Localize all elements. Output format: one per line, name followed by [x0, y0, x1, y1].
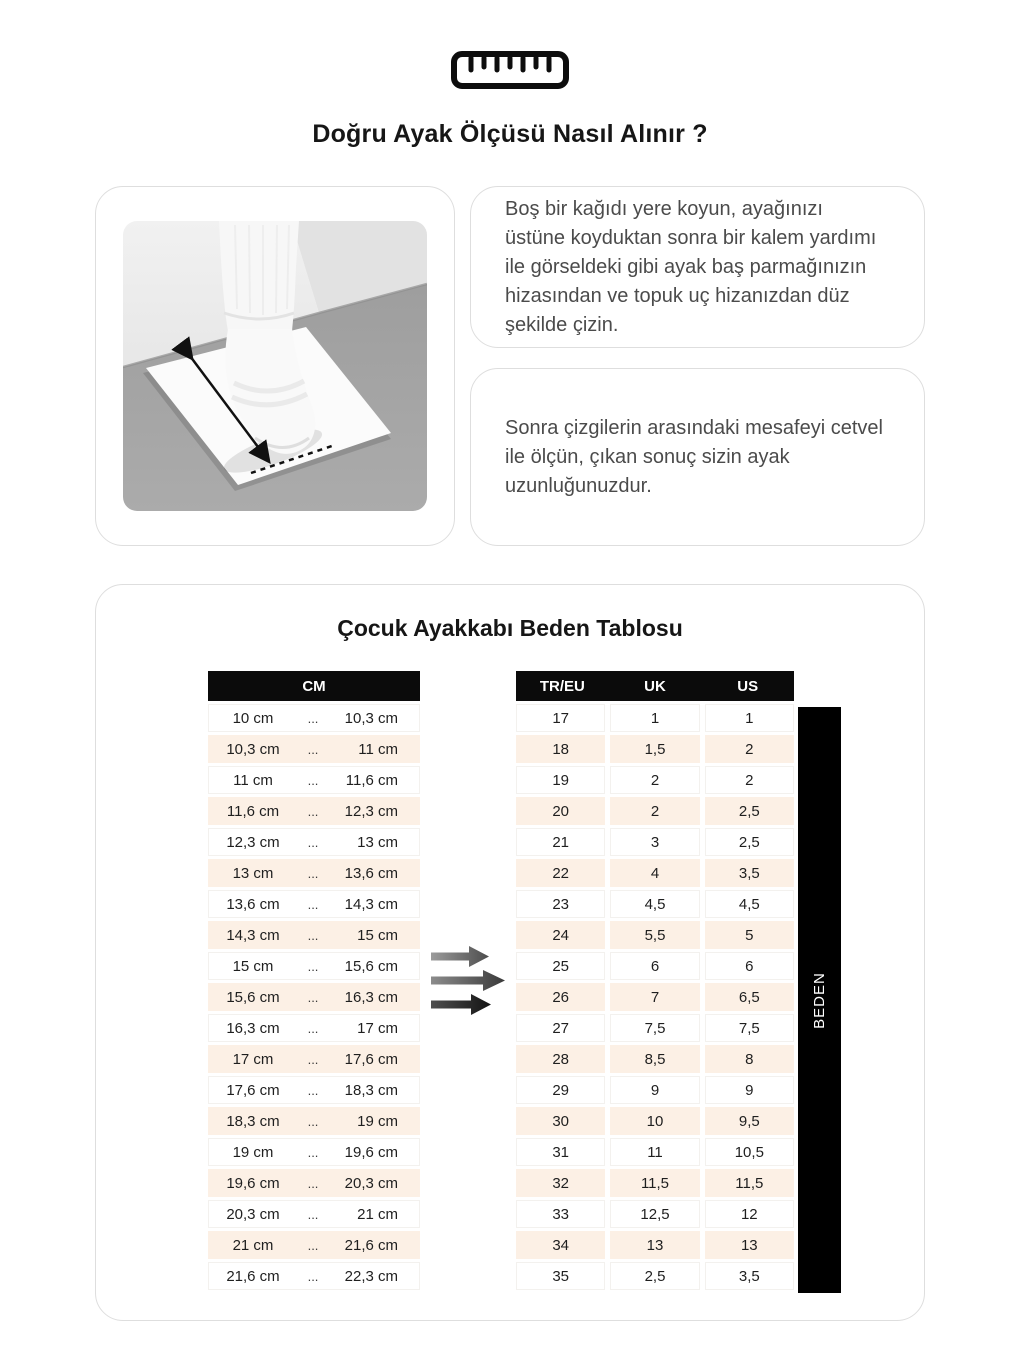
cm-separator-cell: ...	[307, 1206, 319, 1222]
size-table-row	[516, 859, 794, 887]
size-cell: 34	[516, 1231, 605, 1259]
size-cell: 23	[516, 890, 605, 918]
cm-from-cell: 11,6 cm	[226, 802, 280, 820]
cm-from-cell: 18,3 cm	[226, 1112, 280, 1130]
size-cell: 26	[516, 983, 605, 1011]
cm-separator-cell: ...	[307, 958, 319, 974]
cm-to-cell: 11,6 cm	[345, 771, 398, 789]
size-cell: 6,5	[705, 983, 794, 1011]
cm-to-cell: 20,3 cm	[344, 1174, 398, 1192]
cm-table-header	[208, 671, 420, 701]
size-cell: 35	[516, 1262, 605, 1290]
size-cell: 30	[516, 1107, 605, 1135]
size-cell: 21	[516, 828, 605, 856]
cm-table-row	[208, 704, 420, 732]
arrows-gap	[420, 671, 516, 1290]
beden-side-bar	[798, 707, 841, 1293]
cm-separator-cell: ...	[307, 1113, 319, 1129]
size-header-cell: TR/EU	[539, 677, 585, 695]
cm-from-cell: 13 cm	[232, 864, 274, 882]
size-cell: 5,5	[610, 921, 699, 949]
cm-table-row	[208, 735, 420, 763]
cm-table-row	[208, 890, 420, 918]
cm-separator-cell: ...	[307, 772, 319, 788]
size-cell: 2,5	[705, 797, 794, 825]
size-table-row	[516, 1107, 794, 1135]
cm-table-row	[208, 1231, 420, 1259]
size-table-row	[516, 1076, 794, 1104]
size-cell: 17	[516, 704, 605, 732]
size-cell: 18	[516, 735, 605, 763]
cm-separator-cell: ...	[307, 896, 319, 912]
size-cell: 2	[610, 766, 699, 794]
cm-to-cell: 12,3 cm	[344, 802, 398, 820]
cm-separator-cell: ...	[307, 1082, 319, 1098]
cm-table-row	[208, 1107, 420, 1135]
size-table-row	[516, 797, 794, 825]
size-cell: 20	[516, 797, 605, 825]
size-cell: 7	[610, 983, 699, 1011]
ruler-icon	[450, 50, 570, 90]
cm-to-cell: 22,3 cm	[344, 1267, 398, 1285]
size-table-row	[516, 890, 794, 918]
cm-to-cell: 19,6 cm	[344, 1143, 398, 1161]
size-table-row	[516, 1138, 794, 1166]
size-cell: 19	[516, 766, 605, 794]
page-title: Doğru Ayak Ölçüsü Nasıl Alınır ?	[312, 120, 708, 148]
cm-table-row	[208, 983, 420, 1011]
size-cell: 28	[516, 1045, 605, 1073]
cm-separator-cell: ...	[307, 803, 319, 819]
size-cell: 22	[516, 859, 605, 887]
cm-separator-cell: ...	[307, 1175, 319, 1191]
cm-table-row	[208, 1200, 420, 1228]
size-cell: 2,5	[610, 1262, 699, 1290]
size-cell: 3,5	[705, 1262, 794, 1290]
cm-separator-cell: ...	[307, 741, 319, 757]
size-cell: 8	[705, 1045, 794, 1073]
cm-table	[208, 671, 420, 1290]
size-table-row	[516, 1262, 794, 1290]
size-table-row	[516, 1169, 794, 1197]
size-cell: 3	[610, 828, 699, 856]
size-cell: 11	[610, 1138, 699, 1166]
cm-separator-cell: ...	[307, 1144, 319, 1160]
cm-table-row	[208, 1076, 420, 1104]
size-cell: 8,5	[610, 1045, 699, 1073]
size-cell: 4,5	[610, 890, 699, 918]
cm-separator-cell: ...	[307, 989, 319, 1005]
size-cell: 2	[705, 766, 794, 794]
size-cell: 7,5	[610, 1014, 699, 1042]
size-cell: 13	[610, 1231, 699, 1259]
cm-separator-cell: ...	[307, 834, 319, 850]
size-cell: 13	[705, 1231, 794, 1259]
size-table-header	[516, 671, 794, 701]
instruction-card-1	[470, 186, 925, 348]
cm-to-cell: 13,6 cm	[344, 864, 398, 882]
size-table-row	[516, 1045, 794, 1073]
instruction-step1-text: Boş bir kağıdı yere koyun, ayağınızı üstüne koyduktan sonra bir kalem yardımı ile görseldeki gibi ayak baş parmağınızın hizasından ve topuk uç hizanızdan düz şekilde çizin.	[505, 197, 877, 336]
size-table-row	[516, 735, 794, 763]
instruction-section	[95, 186, 925, 546]
size-table-row	[516, 766, 794, 794]
size-cell: 33	[516, 1200, 605, 1228]
cm-from-cell: 10 cm	[232, 709, 274, 727]
cm-to-cell: 21 cm	[357, 1205, 398, 1223]
cm-from-cell: 19 cm	[232, 1143, 274, 1161]
cm-from-cell: 17 cm	[232, 1050, 274, 1068]
size-cell: 10,5	[705, 1138, 794, 1166]
size-cell: 1	[705, 704, 794, 732]
cm-to-cell: 17 cm	[357, 1019, 398, 1037]
size-table-title: Çocuk Ayakkabı Beden Tablosu	[337, 615, 683, 641]
cm-from-cell: 20,3 cm	[226, 1205, 280, 1223]
cm-to-cell: 18,3 cm	[344, 1081, 398, 1099]
size-table-row	[516, 1200, 794, 1228]
size-cell: 9,5	[705, 1107, 794, 1135]
cm-from-cell: 10,3 cm	[226, 740, 280, 758]
cm-table-row	[208, 766, 420, 794]
cm-separator-cell: ...	[307, 865, 319, 881]
size-cell: 11,5	[610, 1169, 699, 1197]
cm-to-cell: 19 cm	[357, 1112, 398, 1130]
size-cell: 4	[610, 859, 699, 887]
size-table-row	[516, 1014, 794, 1042]
cm-from-cell: 12,3 cm	[226, 833, 280, 851]
size-cell: 3,5	[705, 859, 794, 887]
cm-table-row	[208, 1262, 420, 1290]
instruction-card-2	[470, 368, 925, 546]
size-cell: 6	[610, 952, 699, 980]
size-table	[516, 671, 794, 1290]
size-cell: 29	[516, 1076, 605, 1104]
size-cell: 1,5	[610, 735, 699, 763]
size-header-cell: US	[737, 677, 759, 695]
size-cell: 5	[705, 921, 794, 949]
size-cell: 9	[610, 1076, 699, 1104]
foot-photo-card	[95, 186, 455, 546]
cm-from-cell: 13,6 cm	[226, 895, 280, 913]
cm-to-cell: 15,6 cm	[344, 957, 398, 975]
size-cell: 12,5	[610, 1200, 699, 1228]
cm-table-row	[208, 797, 420, 825]
cm-to-cell: 14,3 cm	[344, 895, 398, 913]
ruler-icon-wrap	[0, 0, 1020, 90]
instruction-text-column	[470, 186, 925, 546]
cm-to-cell: 17,6 cm	[344, 1050, 398, 1068]
cm-from-cell: 14,3 cm	[226, 926, 280, 944]
cm-table-row	[208, 921, 420, 949]
cm-to-cell: 11 cm	[358, 740, 398, 758]
instruction-step2-text: Sonra çizgilerin arasındaki mesafeyi cetvel ile ölçün, çıkan sonuç sizin ayak uzunluğunuzdur.	[505, 416, 883, 497]
cm-separator-cell: ...	[307, 1020, 319, 1036]
cm-table-row	[208, 952, 420, 980]
cm-separator-cell: ...	[307, 710, 319, 726]
size-cell: 2	[610, 797, 699, 825]
size-cell: 27	[516, 1014, 605, 1042]
cm-header-label: CM	[302, 677, 326, 695]
cm-separator-cell: ...	[307, 927, 319, 943]
cm-table-row	[208, 1169, 420, 1197]
size-cell: 32	[516, 1169, 605, 1197]
cm-separator-cell: ...	[307, 1051, 319, 1067]
cm-from-cell: 17,6 cm	[226, 1081, 280, 1099]
cm-from-cell: 15 cm	[232, 957, 274, 975]
cm-separator-cell: ...	[307, 1237, 319, 1253]
size-cell: 24	[516, 921, 605, 949]
size-header-cell: UK	[644, 677, 666, 695]
cm-from-cell: 15,6 cm	[226, 988, 280, 1006]
beden-label: BEDEN	[811, 971, 828, 1029]
size-cell: 10	[610, 1107, 699, 1135]
cm-separator-cell: ...	[307, 1268, 319, 1284]
size-cell: 9	[705, 1076, 794, 1104]
cm-table-row	[208, 1045, 420, 1073]
cm-table-row	[208, 859, 420, 887]
size-table-row	[516, 828, 794, 856]
size-table-row	[516, 952, 794, 980]
size-cell: 7,5	[705, 1014, 794, 1042]
size-cell: 31	[516, 1138, 605, 1166]
size-cell: 1	[610, 704, 699, 732]
cm-to-cell: 15 cm	[357, 926, 398, 944]
cm-table-row	[208, 1138, 420, 1166]
size-table-row	[516, 983, 794, 1011]
cm-to-cell: 10,3 cm	[344, 709, 398, 727]
size-cell: 25	[516, 952, 605, 980]
size-table-row	[516, 921, 794, 949]
cm-table-row	[208, 828, 420, 856]
cm-to-cell: 16,3 cm	[344, 988, 398, 1006]
foot-measurement-photo	[123, 221, 427, 511]
cm-to-cell: 13 cm	[357, 833, 398, 851]
size-cell: 12	[705, 1200, 794, 1228]
cm-from-cell: 21 cm	[232, 1236, 274, 1254]
size-cell: 11,5	[705, 1169, 794, 1197]
cm-from-cell: 21,6 cm	[226, 1267, 280, 1285]
size-table-row	[516, 1231, 794, 1259]
size-table-body	[516, 704, 794, 1290]
conversion-arrows-icon	[429, 944, 507, 1018]
cm-table-row	[208, 1014, 420, 1042]
cm-from-cell: 16,3 cm	[226, 1019, 280, 1037]
size-tables	[96, 671, 924, 1293]
cm-from-cell: 19,6 cm	[226, 1174, 280, 1192]
size-cell: 2,5	[705, 828, 794, 856]
size-cell: 4,5	[705, 890, 794, 918]
cm-from-cell: 11 cm	[233, 771, 273, 789]
size-cell: 2	[705, 735, 794, 763]
size-table-card	[95, 584, 925, 1321]
size-table-row	[516, 704, 794, 732]
size-cell: 6	[705, 952, 794, 980]
cm-table-body	[208, 704, 420, 1290]
cm-to-cell: 21,6 cm	[344, 1236, 398, 1254]
